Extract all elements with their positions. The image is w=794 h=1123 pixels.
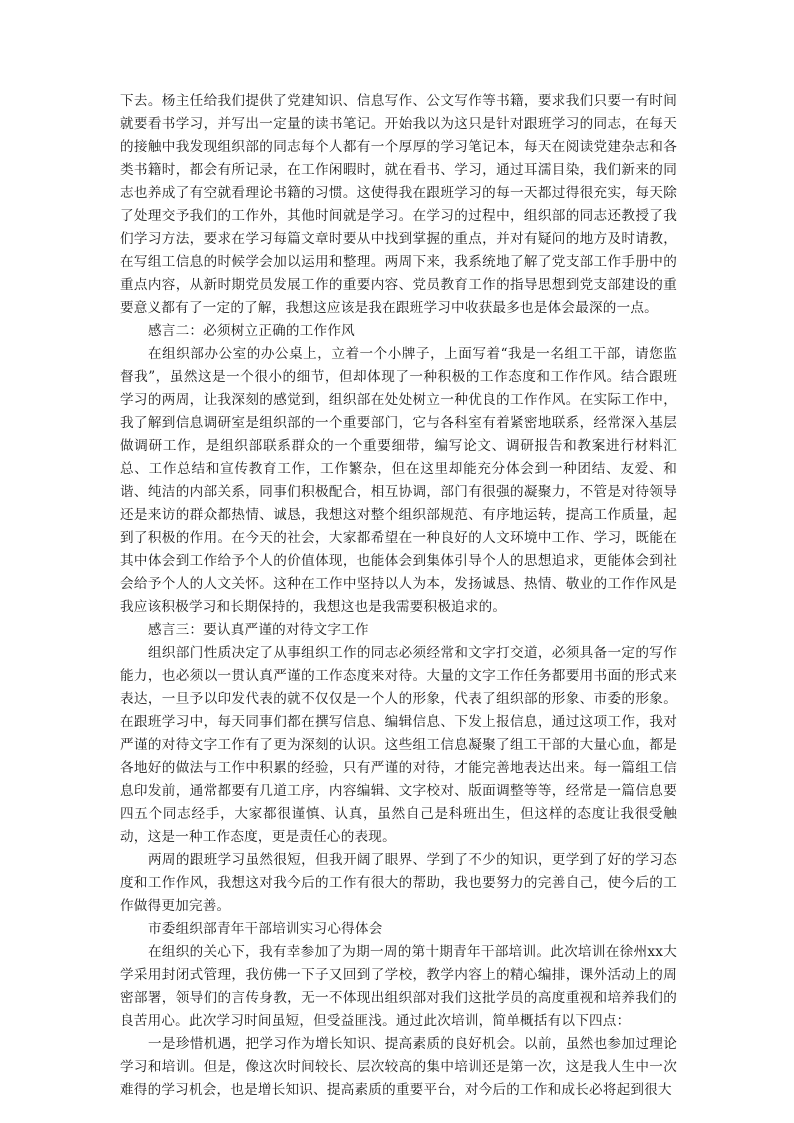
- paragraph-reading-study: 下去。杨主任给我们提供了党建知识、信息写作、公文写作等书籍，要求我们只要一有时间就要看书学习，并写出一定量的读书笔记。开始我以为这只是针对跟班学习的同志，在每天的接触中我发现组织部的同志每个人都有一个厚厚的学习笔记本，每天在阅读党建杂志和各类书籍时，都会有所记录，在工作闲暇时，就在看书、学习，通过耳濡目染，我们新来的同志也养成了有空就看理论书籍的习惯。这使得我在跟班学习的每一天都过得很充实，每天除了处理交予我们的工作外，其他时间就是学习。在学习的过程中，组织部的同志还教授了我们学习方法，要求在学习每篇文章时要从中找到掌握的重点，并对有疑问的地方及时请教，在写组工信息的时候学会加以运用和整理。两周下来，我系统地了解了党支部工作手册中的重点内容，从新时期党员发展工作的重要内容、党员教育工作的指导思想到党支部建设的重要意义都有了一定的了解，我想这应该是我在跟班学习中收获最多也是体会最深的一点。: [120, 93, 677, 316]
- paragraph-point-one: 一是珍惜机遇，把学习作为增长知识、提高素质的良好机会。以前，虽然也参加过理论学习和培训。但是，像这次时间较长、层次较高的集中培训还是第一次，这是我人生中一次难得的学习机会，也是增长知识、提高素质的重要平台，对今后的工作和成长必将起到很大: [120, 1036, 677, 1098]
- article-title: 市委组织部青年干部培训实习心得体会: [148, 921, 383, 937]
- document-body: [120, 90, 677, 1102]
- section-heading-3: 感言三：要认真严谨的对待文字工作: [148, 622, 369, 638]
- paragraph-summary: 两周的跟班学习虽然很短，但我开阔了眼界、学到了不少的知识，更学到了好的学习态度和工作作风，我想这对我今后的工作有很大的帮助，我也要努力的完善自己，使今后的工作做得更加完善。: [120, 852, 677, 914]
- paragraph-work-style: 在组织部办公室的办公桌上，立着一个小牌子，上面写着“我是一名组工干部，请您监督我”，虽然这是一个很小的细节，但却体现了一种积极的工作态度和工作作风。结合跟班学习的两周，让我深刻的感觉到，组织部在处处树立一种优良的工作作风。在实际工作中，我了解到信息调研室是组织部的一个重要部门，它与各科室有着紧密地联系，经常深入基层做调研工作，是组织部联系群众的一个重要细带，编写论文、调研报告和教案进行材料汇总、工作总结和宣传教育工作，工作繁杂，但在这里却能充分体会到一种团结、友爱、和谐、纯洁的内部关系，同事们积极配合，相互协调，部门有很强的凝聚力，不管是对待领导还是来访的群众都热情、诚恳，我想这对整个组织部规范、有序地运转，提高工作质量，起到了积极的作用。在今天的社会，大家都希望在一种良好的人文环境中工作、学习，既能在其中体会到工作给予个人的价值体现，也能体会到集体引导个人的思想追求，更能体会到社会给予个人的人文关怀。这种在工作中坚持以人为本，发扬诚恳、热情、敬业的工作作风是我应该积极学习和长期保持的，我想这也是我需要积极追求的。: [120, 346, 677, 615]
- paragraph-writing-work: 组织部门性质决定了从事组织工作的同志必须经常和文字打交道，必须具备一定的写作能力，也必须以一贯认真严谨的工作态度来对待。大量的文字工作任务都要用书面的形式来表达，一旦予以印发代表的就不仅仅是一个人的形象，代表了组织部的形象、市委的形象。在跟班学习中，每天同事们都在撰写信息、编辑信息、下发上报信息，通过这项工作，我对严谨的对待文字工作有了更为深刻的认识。这些组工信息凝聚了组工干部的大量心血，都是各地好的做法与工作中积累的经验，只有严谨的对待，才能完善地表达出来。每一篇组工信息印发前，通常都要有几道工序，内容编辑、文字校对、版面调整等等，经常是一篇信息要四五个同志经手，大家都很谨慎、认真，虽然自己是科班出生，但这样的态度让我很受触动，这是一种工作态度，更是责任心的表现。: [120, 645, 677, 845]
- section-heading-2: 感言二：必须树立正确的工作作风: [148, 323, 355, 339]
- paragraph-training-intro: 在组织的关心下，我有幸参加了为期一周的第十期青年干部培训。此次培训在徐州xx大学采用封闭式管理，我仿佛一下子又回到了学校，教学内容上的精心编排，课外活动上的周密部署，领导们的言传身教，无一不体现出组织部对我们这批学员的高度重视和培养我们的良苦用心。此次学习时间虽短，但受益匪浅。通过此次培训，简单概括有以下四点：: [120, 944, 677, 1029]
